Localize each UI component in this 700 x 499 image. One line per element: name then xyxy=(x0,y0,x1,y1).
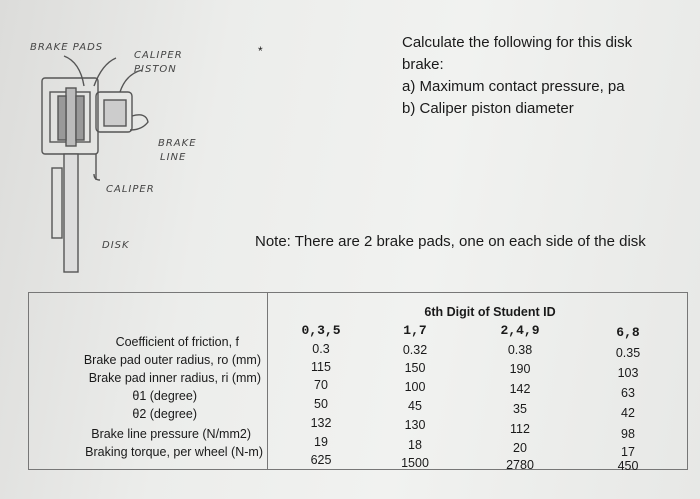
question-b: b) Caliper piston diameter xyxy=(402,100,574,117)
row-label: θ2 (degree) xyxy=(132,407,197,421)
row-label: Brake pad inner radius, ri (mm) xyxy=(88,371,261,385)
table-cell: 70 xyxy=(314,378,328,392)
table-cell: 150 xyxy=(404,361,426,375)
values-area xyxy=(268,293,688,473)
table-cell: 0.35 xyxy=(615,346,641,360)
table-cell: 50 xyxy=(314,397,328,411)
label-brake-line-line1: BRAKE xyxy=(158,138,197,149)
table-cell: 450 xyxy=(617,459,639,473)
table-cell: 115 xyxy=(311,360,331,374)
table-cell: 19 xyxy=(314,435,328,449)
asterisk-mark: * xyxy=(258,44,263,58)
problem-statement xyxy=(402,32,692,120)
label-caliper-piston-line2: PISTON xyxy=(134,64,177,75)
group-header: 6th Digit of Student ID xyxy=(424,305,556,319)
table-cell: 100 xyxy=(404,380,426,394)
label-caliper-piston-line1: CALIPER xyxy=(134,50,183,61)
question-a: a) Maximum contact pressure, pa xyxy=(402,78,625,95)
table-cell: 130 xyxy=(404,418,426,432)
label-brake-pads: BRAKE PADS xyxy=(30,42,104,53)
table-cell: 63 xyxy=(621,386,635,400)
row-label: Braking torque, per wheel (N-m) xyxy=(85,445,263,459)
table-cell: 98 xyxy=(621,427,635,441)
table-cell: 0.38 xyxy=(507,343,533,357)
row-label: θ1 (degree) xyxy=(132,389,197,403)
row-label: Coefficient of friction, f xyxy=(115,335,239,349)
table-cell: 142 xyxy=(509,382,531,396)
problem-line-2: brake: xyxy=(402,56,444,73)
table-cell: 0.32 xyxy=(402,343,428,357)
disk-brake-sketch xyxy=(28,30,248,290)
problem-line-1: Calculate the following for this disk xyxy=(402,34,633,51)
table-cell: 0.3 xyxy=(312,342,330,356)
table-cell: 45 xyxy=(408,399,422,413)
table-cell: 625 xyxy=(310,453,332,467)
row-label: Brake pad outer radius, ro (mm) xyxy=(83,353,261,367)
table-cell: 1500 xyxy=(401,456,429,470)
label-disk: DISK xyxy=(102,240,130,251)
label-caliper: CALIPER xyxy=(106,184,155,195)
note-text: Note: There are 2 brake pads, one on each side of the disk xyxy=(255,233,646,250)
table-cell: 132 xyxy=(310,416,332,430)
label-brake-line-line2: LINE xyxy=(160,152,187,163)
column-header: 0,3,5 xyxy=(301,323,341,338)
table-cell: 190 xyxy=(509,362,531,376)
table-cell: 112 xyxy=(510,422,530,436)
table-cell: 103 xyxy=(617,366,639,380)
labels-column xyxy=(29,293,268,470)
row-label: Brake line pressure (N/mm2) xyxy=(91,427,251,441)
column-header: 1,7 xyxy=(403,323,427,338)
column-header: 2,4,9 xyxy=(500,323,540,338)
table-cell: 42 xyxy=(621,406,635,420)
table-cell: 17 xyxy=(621,445,635,459)
parameter-table xyxy=(28,292,688,473)
table-cell: 20 xyxy=(513,441,527,455)
table-cell: 35 xyxy=(513,402,527,416)
table-cell: 18 xyxy=(408,438,422,452)
table-cell: 2780 xyxy=(506,458,534,472)
column-header: 6,8 xyxy=(616,325,640,340)
